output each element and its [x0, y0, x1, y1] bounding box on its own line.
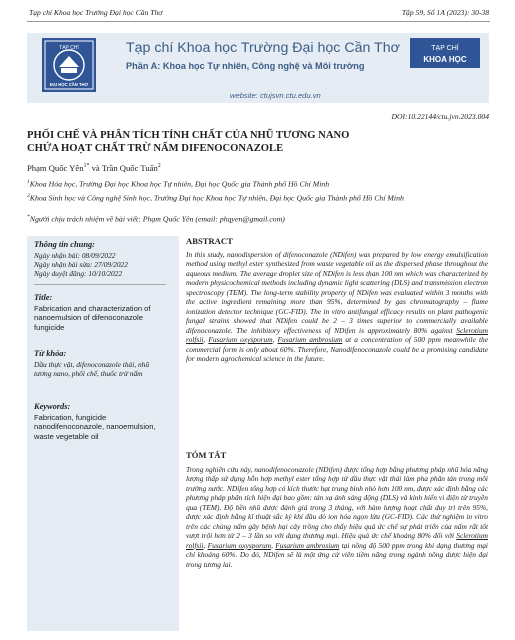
banner-spacer — [120, 37, 196, 93]
corresponding-author — [27, 214, 285, 224]
journal-title: Tạp chí Khoa học Trường Đại học Cần Thơ — [126, 40, 400, 56]
tomtat-species-fusarium-oxysporum: Fusarium oxysporum — [207, 540, 272, 550]
abstract-text-1: In this study, nanodispersion of difenoconazole (NDifen) was prepared by low energy emulsification method using methyl ester synthesized from waste vegetable oil as the dispersed phase throughout the aqueous medium. The average droplet size of NDifen is less than 100 nm which was characterized by modern physicochemical methods including dynamic light scattering (DLS) and transmission electron spectroscopy (TEM). The long-term stability property of NDifen was evaluated within 3 months with the active ingredient remaining more than 95%, determined by gas chromatography – flame ionization detector technique (GC-FID). The in vitro antifungal efficacy results on plant pathogenic fungal strains showed that NDifen could be 2 – 3 times superior to commercially available difenoconazole. The inhibitory effectiveness of NDifen is approximately 80% against — [186, 250, 488, 335]
badge-text-top: TẠP CHÍ — [431, 45, 459, 52]
paper-title-line1: PHỐI CHẾ VÀ PHÂN TÍCH TÍNH CHẤT CỦA NHŨ TƯƠNG NANO — [27, 130, 350, 141]
species-fusarium-oxysporum: Fusarium oxysporum — [208, 335, 273, 345]
aff1-sup: 1 — [27, 179, 30, 185]
keywords-text: Fabrication, fungicide nanodifenoconazole, nanoemulsion, waste vegetable oil — [34, 413, 156, 441]
journal-website-link[interactable]: website: ctujsvn.ctu.edu.vn — [230, 91, 321, 100]
tomtat-species-fusarium-ambrosium: Fusarium ambrosium — [275, 540, 340, 550]
logo-text-bottom: ĐẠI HỌC CẦN THƠ — [49, 82, 89, 87]
abstract-comma-1: , — [203, 335, 209, 345]
corr-text: Người chịu trách nhiệm về bài viết: Phạm Quốc Yên (email: phqyen@gmail.com) — [29, 214, 285, 224]
tomtat-comma-2: , — [271, 540, 276, 550]
logo-text-top: TẠP CHÍ — [59, 45, 79, 51]
journal-part: Phần A: Khoa học Tự nhiên, Công nghệ và Môi trường — [126, 61, 365, 71]
affiliation-1 — [27, 177, 489, 190]
abstract-comma-2: , — [272, 335, 278, 345]
aff2-sup: 2 — [27, 193, 30, 199]
logo-side-band — [98, 39, 117, 93]
aff2-text: Khoa Sinh học và Công nghệ Sinh học, Trường Đại học Khoa học Tự nhiên, Đại học Quốc gia Thành phố Hồ Chí Minh — [29, 193, 404, 203]
tukhoa-text: Dầu thực vật, difenoconazole thải, nhũ tương nano, phối chế, thuốc trừ nấm — [34, 360, 150, 379]
affiliation-2 — [27, 191, 489, 204]
tukhoa-heading: Từ khóa: — [34, 349, 67, 358]
tomtat-text-1: Trong nghiên cứu này, nanodifenoconazole (NDifen) được tổng hợp bằng phương pháp nhũ hóa năng lượng thấp sử dụng hỗn hợp methyl ester tổng hợp từ dầu thực vật thải làm pha phân tán trong môi trường nước. NDifen tổng hợp có kích thước hạt trung bình nhỏ hơn 100 nm, được xác định bằng các phương pháp phân tích hiện đại bao gồm: tán xạ ánh sáng động (DLS) và kính hiển vi điện tử truyền qua (TEM). Độ bền nhũ được đánh giá trong 3 tháng, với hàm lượng hoạt chất duy trì trên 95%, được xác định bằng kĩ thuật sắc ký khí đầu dò ion hóa ngọn lửa (GC-FID). Các thử nghiệm in vitro trên các chủng nấm gây bệnh hại cây trồng cho thấy hiệu quả ức chế sự phát triển của nấm rất tốt vượt trội hơn từ 2 – 3 lần so với dạng thương mại. Hiệu quả ức chế khoảng 80% đối với — [186, 465, 488, 541]
running-header-volume: Tập 59, Số 1A (2023): 30-38 — [401, 8, 489, 17]
header-divider — [27, 21, 490, 22]
date-received: Ngày nhận bài: 08/09/2022 — [34, 251, 116, 260]
species-sclerotium: Sclerotium rolfsii — [186, 325, 488, 345]
running-header-journal: Tạp chí Khoa học Trường Đại học Cần Thơ — [29, 8, 163, 17]
corr-sup: * — [27, 214, 30, 220]
doi[interactable]: DOI:10.22144/ctu.jvn.2023.004 — [391, 112, 489, 121]
author-2-sup: 2 — [157, 163, 161, 170]
keywords-heading: Keywords: — [34, 402, 71, 411]
author-2: và Trần Quốc Tuấn — [89, 163, 158, 173]
badge-text-mid: KHOA HỌC — [423, 55, 467, 64]
date-accepted: Ngày duyệt đăng: 10/10/2022 — [34, 269, 123, 278]
species-fusarium-ambrosium: Fusarium ambrosium — [277, 335, 343, 345]
title-heading: Title: — [34, 293, 53, 302]
author-list — [27, 163, 161, 173]
date-revised: Ngày nhận bài sửa: 27/09/2022 — [34, 260, 128, 269]
tomtat-body — [186, 465, 488, 569]
university-logo-icon — [41, 37, 97, 93]
tomtat-text-2: tại nồng độ 500 ppm trong khi dạng thương mại chỉ khoảng 60%. Do đó, NDifen sẽ là một ứng cử viên tiềm năng trong ngành nông dược hiện đại trong tương lai. — [186, 540, 488, 569]
abstract-body — [186, 250, 488, 363]
english-title: Fabrication and characterization of nanoemulsion of difenoconazole fungicide — [34, 304, 151, 332]
abstract-text-2: at a concentration of 500 ppm meanwhile the commercial form is only about 60%. Therefore, Nanodifenoconazole could be a promising candidate for modern agrochemical science in the future. — [186, 335, 488, 363]
khoa-hoc-badge-icon — [410, 38, 480, 68]
sidebar-divider — [34, 284, 166, 285]
paper-title-line2: CHỨA HOẠT CHẤT TRỪ NẤM DIFENOCONAZOLE — [27, 143, 284, 154]
author-1: Phạm Quốc Yên — [27, 163, 84, 173]
author-1-sup: 1* — [83, 163, 90, 170]
tomtat-species-sclerotium: Sclerotium rolfsii — [186, 531, 488, 550]
aff1-text: Khoa Hóa học, Trường Đại học Khoa học Tự nhiên, Đại học Quốc gia Thành phố Hồ Chí Minh — [29, 179, 330, 189]
info-heading: Thông tin chung: — [34, 240, 95, 249]
tomtat-comma-1: , — [203, 540, 208, 550]
abstract-heading: ABSTRACT — [186, 236, 233, 246]
paper-title — [27, 129, 349, 155]
tomtat-heading: TÓM TẮT — [186, 450, 227, 460]
